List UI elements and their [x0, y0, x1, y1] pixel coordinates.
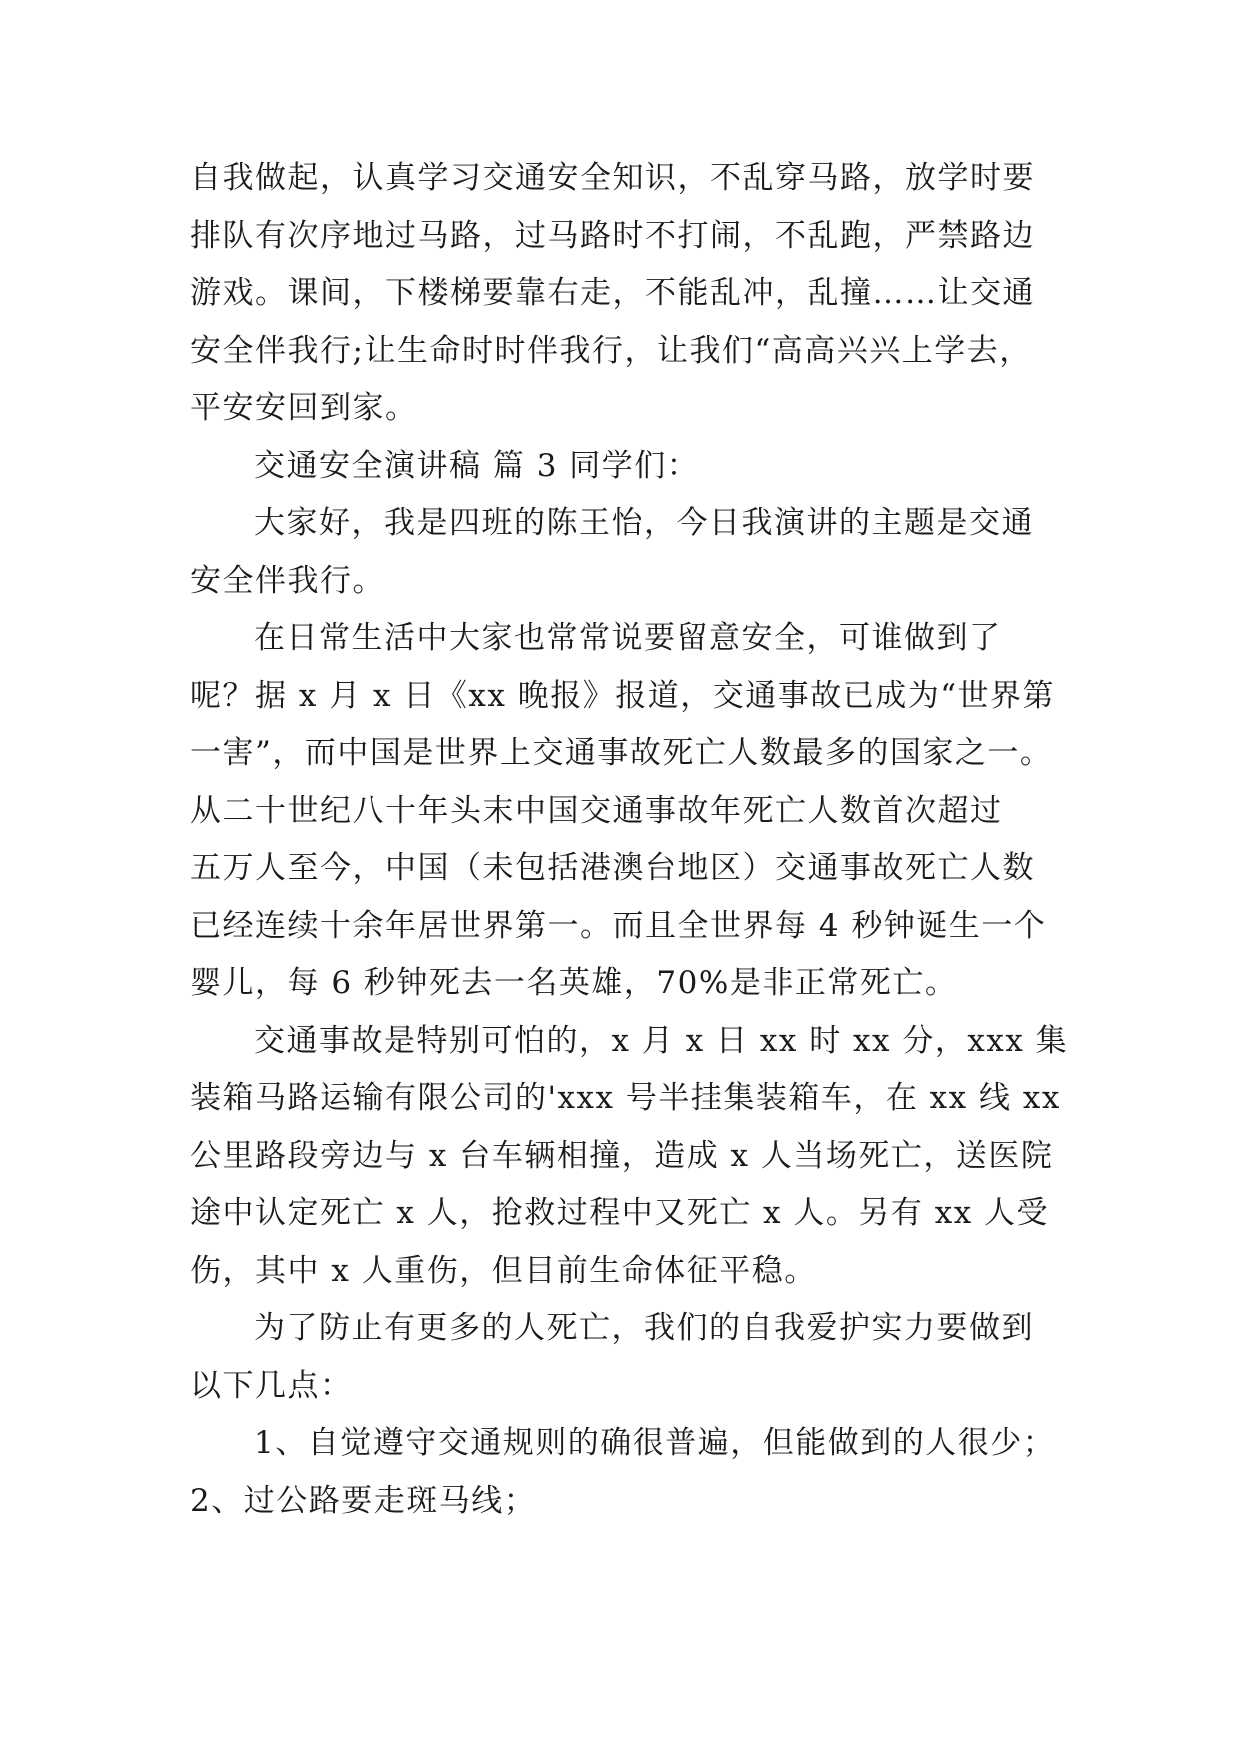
text-line: 婴儿，每 6 秒钟死去一名英雄，70%是非正常死亡。	[190, 965, 958, 1001]
text-line: 装箱马路运输有限公司的'xxx 号半挂集装箱车，在 xx 线 xx	[190, 1080, 1061, 1116]
text-line: 公里路段旁边与 x 台车辆相撞，造成 x 人当场死亡，送医院	[190, 1137, 1054, 1174]
text-line: 平安安回到家。	[190, 390, 418, 426]
document-page	[190, 150, 1070, 1530]
text-line: 以下几点：	[190, 1367, 353, 1404]
section-heading: 交通安全演讲稿 篇 3 同学们：	[254, 447, 700, 484]
text-line: 安全伴我行;让生命时时伴我行，让我们“高高兴兴上学去，	[190, 332, 1032, 369]
text-line: 途中认定死亡 x 人，抢救过程中又死亡 x 人。另有 xx 人受	[190, 1195, 1050, 1231]
text-line: 呢？据 x 月 x 日《xx 晚报》报道，交通事故已成为“世界第	[190, 677, 1056, 714]
text-line: 伤，其中 x 人重伤，但目前生命体征平稳。	[190, 1252, 817, 1289]
text-line: 已经连续十余年居世界第一。而且全世界每 4 秒钟诞生一个	[190, 907, 1047, 944]
text-line: 自我做起，认真学习交通安全知识，不乱穿马路，放学时要	[190, 160, 1035, 196]
text-line: 排队有次序地过马路，过马路时不打闹，不乱跑，严禁路边	[190, 217, 1035, 254]
text-line: 游戏。课间，下楼梯要靠右走，不能乱冲，乱撞……让交通	[190, 275, 1035, 311]
paragraph-start: 大家好，我是四班的陈王怡，今日我演讲的主题是交通	[254, 505, 1034, 541]
list-item: 2、过公路要走斑马线；	[190, 1482, 537, 1519]
list-item: 1、自觉遵守交通规则的确很普遍，但能做到的人很少；	[254, 1425, 1056, 1461]
text-line: 安全伴我行。	[190, 562, 385, 599]
text-line: 一害”，而中国是世界上交通事故死亡人数最多的国家之一。	[190, 735, 1053, 771]
text-line: 五万人至今，中国（未包括港澳台地区）交通事故死亡人数	[190, 850, 1035, 886]
text-line: 从二十世纪八十年头末中国交通事故年死亡人数首次超过	[190, 792, 1003, 829]
paragraph-start: 交通事故是特别可怕的，x 月 x 日 xx 时 xx 分，xxx 集	[254, 1022, 1069, 1059]
paragraph-start: 为了防止有更多的人死亡，我们的自我爱护实力要做到	[254, 1310, 1034, 1346]
paragraph-start: 在日常生活中大家也常常说要留意安全，可谁做到了	[254, 620, 1002, 656]
